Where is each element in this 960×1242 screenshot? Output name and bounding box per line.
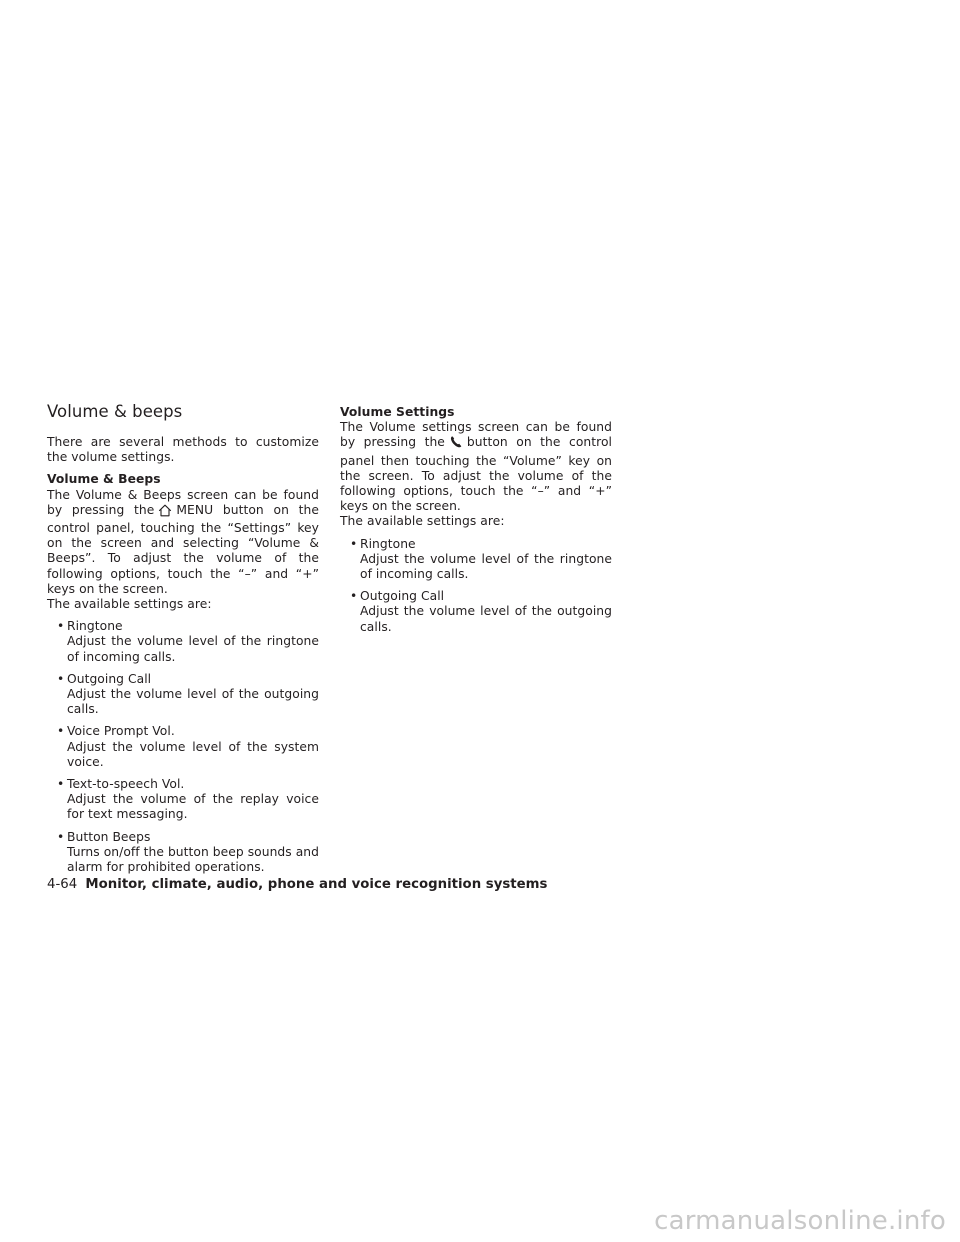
watermark: carmanualsonline.info xyxy=(654,1206,946,1236)
bullet: • xyxy=(350,589,358,604)
volume-beeps-description xyxy=(47,488,319,597)
list-item xyxy=(340,589,612,635)
item-label: Outgoing Call xyxy=(67,671,152,686)
description-end: button on the control panel then touching the “Volume” key on the screen. To adjust the volume of the following options, touch the “–” and “+” keys on the screen. xyxy=(340,435,612,514)
left-column xyxy=(47,402,319,882)
item-label: Button Beeps xyxy=(67,829,151,844)
subheading-volume-beeps: Volume & Beeps xyxy=(47,472,161,487)
bullet: • xyxy=(57,671,65,686)
item-description: Adjust the volume level of the ringtone of incoming calls. xyxy=(67,634,319,664)
phone-icon xyxy=(449,435,463,453)
item-description: Adjust the volume of the replay voice for text messaging. xyxy=(67,792,319,822)
bullet: • xyxy=(57,829,65,844)
description-start: The Volume settings screen can be found by pressing the xyxy=(340,420,612,450)
volume-settings-description xyxy=(340,420,612,514)
item-description: Adjust the volume level of the system voice. xyxy=(67,739,319,769)
settings-intro: The available settings are: xyxy=(340,514,505,529)
list-item xyxy=(47,672,319,718)
list-item xyxy=(47,830,319,876)
item-description: Adjust the volume level of the ringtone of incoming calls. xyxy=(360,551,612,582)
list-item xyxy=(340,537,612,583)
page-footer xyxy=(47,876,647,894)
settings-list xyxy=(340,537,612,635)
item-label: Outgoing Call xyxy=(360,589,445,604)
bullet: • xyxy=(57,724,65,739)
item-description: Turns on/off the button beep sounds and alarm for prohibited operations. xyxy=(67,844,319,875)
description-end: MENU button on the control panel, touching the “Settings” key on the screen and selecting “Volume & Beeps”. To adjust the volume of the following options, touch the “–” and “+” keys on the screen. xyxy=(47,502,319,596)
settings-list xyxy=(47,619,319,875)
intro-paragraph: There are several methods to customize the volume settings. xyxy=(47,435,319,465)
right-column xyxy=(340,405,612,642)
bullet: • xyxy=(57,619,65,634)
item-description: Adjust the volume level of the outgoing calls. xyxy=(67,687,319,717)
home-icon xyxy=(158,504,172,521)
list-item xyxy=(47,619,319,665)
subheading-volume-settings: Volume Settings xyxy=(340,405,455,419)
item-label: Ringtone xyxy=(67,619,123,634)
item-label: Ringtone xyxy=(360,536,416,551)
section-title: Volume & beeps xyxy=(47,402,183,421)
settings-intro: The available settings are: xyxy=(47,597,212,612)
chapter-title: Monitor, climate, audio, phone and voice recognition systems xyxy=(85,877,548,892)
item-label: Text-to-speech Vol. xyxy=(67,777,185,792)
page-number: 4-64 xyxy=(47,877,78,892)
bullet: • xyxy=(57,777,65,792)
list-item xyxy=(47,724,319,770)
list-item xyxy=(47,777,319,823)
bullet: • xyxy=(350,536,358,551)
description-start: The Volume & Beeps screen can be found by pressing the xyxy=(47,487,319,517)
item-description: Adjust the volume level of the outgoing calls. xyxy=(360,604,612,634)
item-label: Voice Prompt Vol. xyxy=(67,724,175,739)
